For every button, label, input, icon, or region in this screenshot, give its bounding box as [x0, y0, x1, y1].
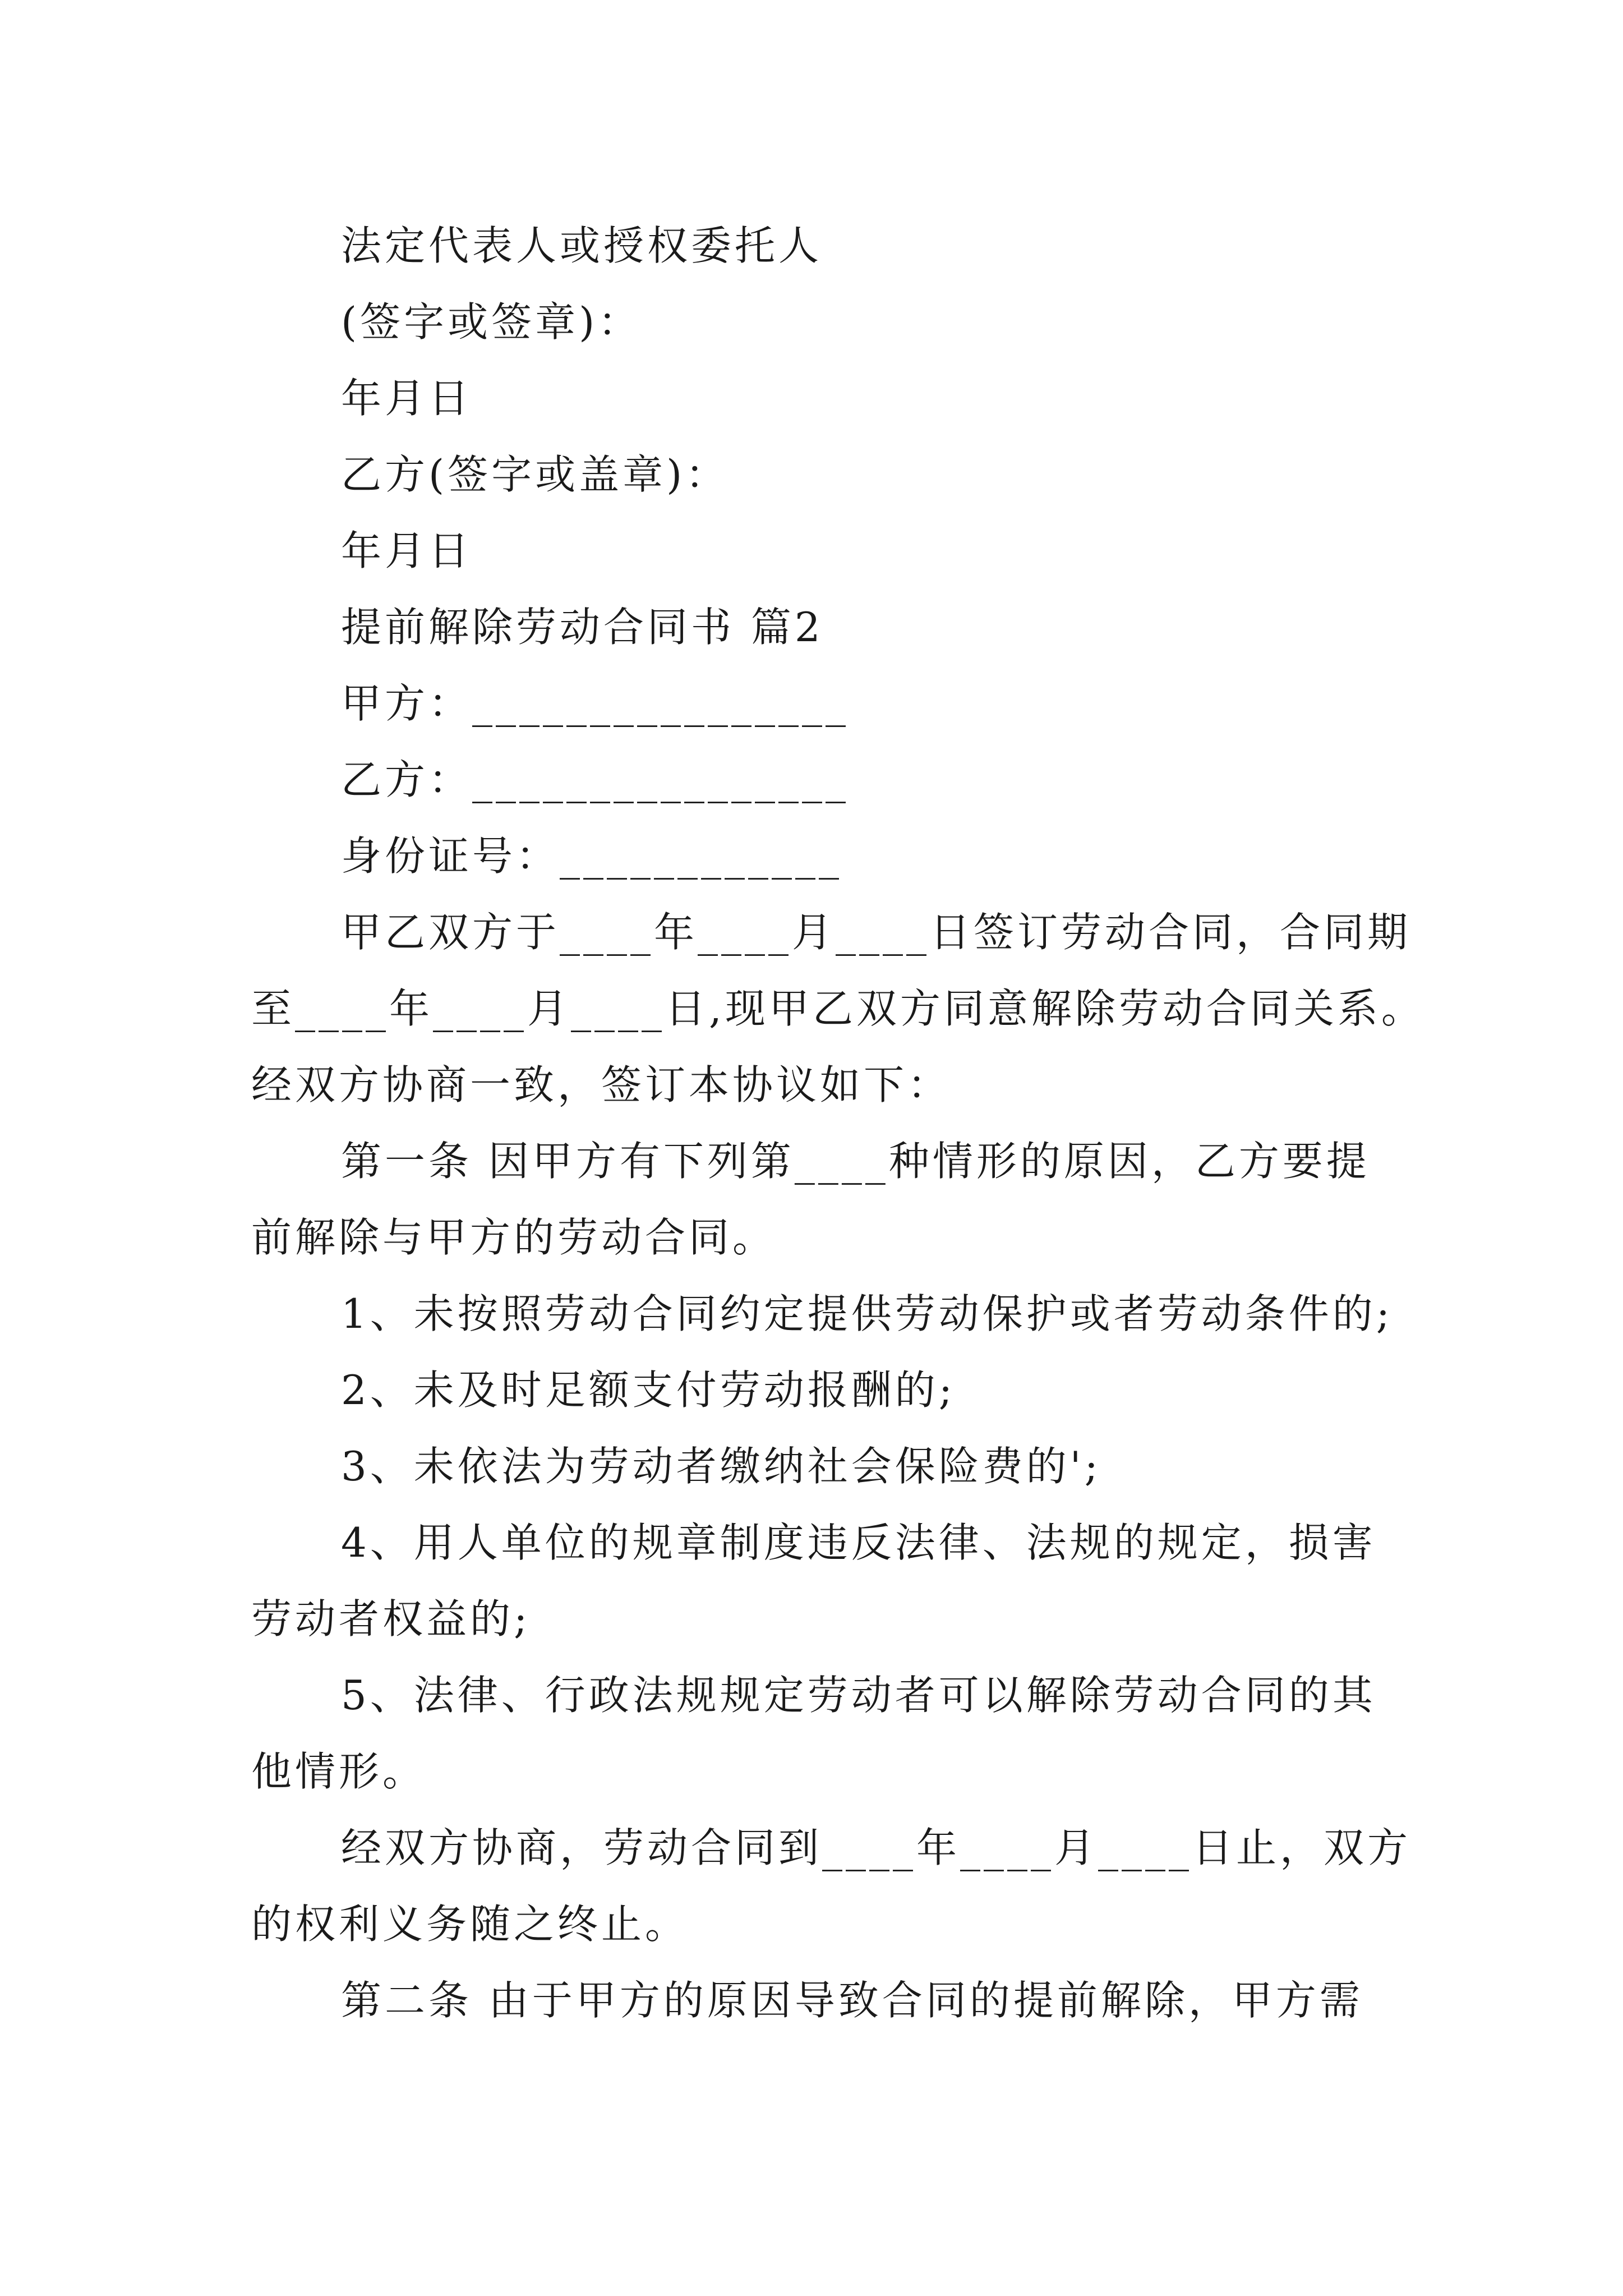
paragraph	[251, 894, 1425, 1123]
paragraph	[251, 1428, 1384, 1504]
paragraph-line: 2、未及时足额支付劳动报酬的;	[341, 1366, 956, 1414]
party-a-field: 甲方：________________	[341, 680, 850, 727]
party-b-signature: 乙方(签字或盖章)：	[341, 451, 730, 498]
paragraph-line: 5、法律、行政法规规定劳动者可以解除劳动合同的其	[341, 1672, 1376, 1719]
paragraph	[251, 1810, 1412, 1962]
paragraph-line: 3、未依法为劳动者缴纳社会保险费的';	[341, 1443, 1101, 1490]
paragraph-line: 劳动者权益的;	[251, 1595, 531, 1642]
paragraph	[251, 1504, 1384, 1657]
paragraph-line: 前解除与甲方的劳动合同。	[251, 1214, 777, 1261]
paragraph-line: 他情形。	[251, 1748, 427, 1795]
id-number-field: 身份证号：____________	[341, 832, 843, 880]
paragraph	[251, 1962, 1384, 2039]
paragraph-line: 至____年____月____日,现甲乙双方同意解除劳动合同关系。	[251, 985, 1425, 1032]
date-line: 年月日	[341, 375, 473, 422]
paragraph-line: 4、用人单位的规章制度违反法律、法规的规定，损害	[341, 1519, 1376, 1566]
paragraph-line: 经双方协商，劳动合同到____年____月____日止，双方	[341, 1824, 1412, 1871]
paragraph	[251, 1123, 1384, 1276]
paragraph-line: 的权利义务随之终止。	[251, 1901, 689, 1948]
date-line: 年月日	[341, 527, 473, 574]
paragraph-line: 第二条 由于甲方的原因导致合同的提前解除，甲方需	[341, 1977, 1363, 2024]
paragraph	[251, 1657, 1384, 1810]
party-b-field: 乙方：________________	[341, 756, 850, 803]
paragraph	[251, 1352, 1384, 1428]
signatory-label: 法定代表人或授权委托人	[341, 222, 823, 269]
paragraph-line: 甲乙双方于____年____月____日签订劳动合同，合同期	[341, 909, 1412, 956]
paragraph-line: 经双方协商一致，签订本协议如下：	[251, 1061, 952, 1108]
paragraph-line: 第一条 因甲方有下列第____种情形的原因，乙方要提	[341, 1138, 1370, 1185]
paragraph-line: 1、未按照劳动合同约定提供劳动保护或者劳动条件的;	[341, 1290, 1394, 1337]
document-page	[251, 208, 1425, 2039]
signature-note: (签字或签章)：	[341, 298, 642, 346]
paragraph	[251, 1276, 1394, 1352]
section-title: 提前解除劳动合同书 篇2	[341, 604, 824, 651]
